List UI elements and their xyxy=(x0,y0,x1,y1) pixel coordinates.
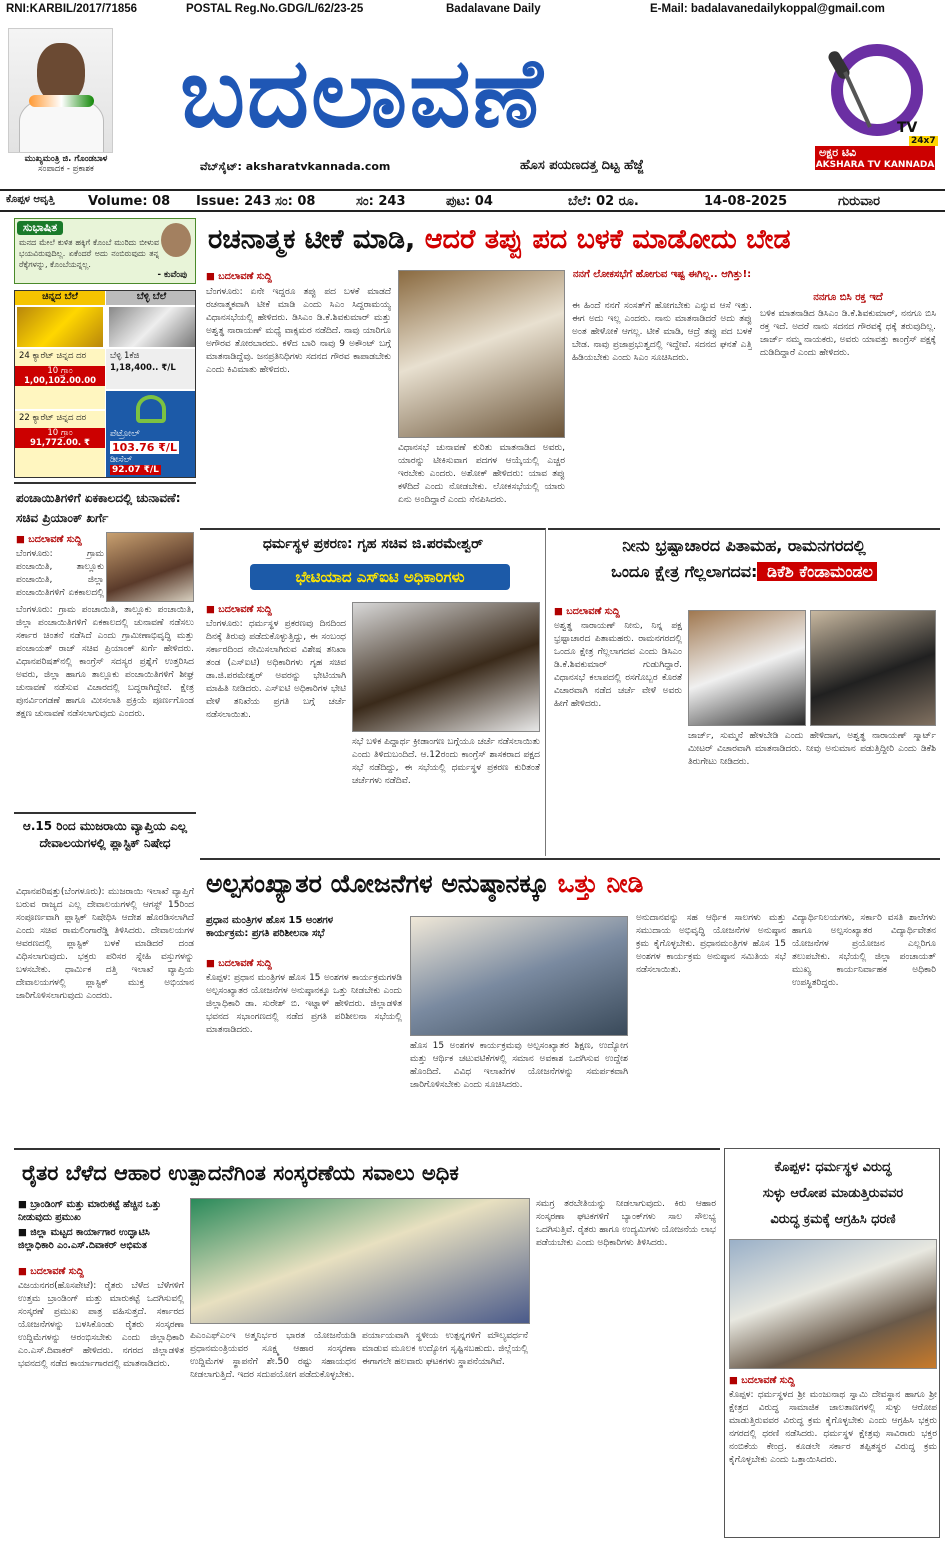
lead-subhead-1: ನನಗೆ ಲೋಕಸಭೆಗೆ ಹೋಗುವ ಇಷ್ಟ ಈಗಿಲ್ಲ.. ಆಗಿತ್ತು!: xyxy=(572,269,752,280)
tv-247-badge: 24x7 xyxy=(911,136,936,146)
protest-text: ಕೊಪ್ಪಳ: ಧರ್ಮಸ್ಥಳದ ಶ್ರೀ ಮಂಜುನಾಥ ಸ್ವಾಮಿ ದೇವಸ್ಥಾನ ಹಾಗೂ ಶ್ರೀ ಕ್ಷೇತ್ರದ ವಿರುದ್ಧ ಸಾಮಾಜಿಕ ಜಾಲತಾಣಗಳಲ್ಲಿ ಸುಳ್ಳು ಆರೋಪ ಮಾಡುತ್ತಿರುವವರ ವಿರುದ್ಧ ಕ್ರಮ ಕೈಗೊಳ್ಳಬೇಕು ಎಂದು ಆಗ್ರಹಿಸಿ ಭಕ್ತರು ನಗರದಲ್ಲಿ ಧರಣಿ ನಡೆಸಿದರು. ಧರ್ಮಸ್ಥಳ ಕ್ಷೇತ್ರವು ಸಾವಿರಾರು ಭಕ್ತರ ನಂಬಿಕೆಯ ಕೇಂದ್ರ. ಕೂಡಲೇ ಸರ್ಕಾರ ತಪ್ಪಿತಸ್ಥರ ವಿರುದ್ಧ ಕ್ರಮ ಕೈಗೊಳ್ಳಬೇಕು ಎಂದು ಒತ್ತಾಯಿಸಿದರು. xyxy=(729,1390,937,1465)
protest-headline-1: ಕೊಪ್ಪಳ: ಧರ್ಮಸ್ಥಳ ವಿರುದ್ಧ xyxy=(774,1160,892,1175)
farmers-bullet-1: ■ ಬ್ರಾಂಡಿಂಗ್ ಮತ್ತು ಮಾರುಕಟ್ಟೆ ಹೆಚ್ಚಿನ ಒತ್ತು ನೀಡುವುದು ಪ್ರಮುಖ xyxy=(18,1199,162,1223)
subhashita-text: ಮನದ ಮೇಲೆ ಕುಳಿತ ಹಕ್ಕಿಗೆ ಕೊಂಬೆ ಮುರಿದು ಬೀಳುವ ಭಯವಿರುವುದಿಲ್ಲ. ಏಕೆಂದರೆ ಅದು ನಂಬಿರುವುದು ತನ್ನ ರೆಕ್ಕೆಗಳನ್ನು, ಕೊಂಬೆಯನ್ನಲ್ಲ. xyxy=(19,238,159,269)
dks-headline-1: ನೀನು ಭ್ರಷ್ಟಾಚಾರದ ಪಿತಾಮಹ, ರಾಮನಗರದಲ್ಲಿ xyxy=(622,536,866,555)
farmers-bullet-2: ■ ಜಿಲ್ಲಾ ಮಟ್ಟದ ಕಾರ್ಯಾಗಾರ ಉದ್ಘಾಟಿಸಿ ಜಿಲ್ಲಾಧಿಕಾರಿ ಎಂ.ಎಸ್.ದಿವಾಕರ್ ಅಭಿಮತ xyxy=(18,1227,150,1251)
parameshwar-photo xyxy=(352,602,540,732)
kuvempu-portrait xyxy=(161,223,191,257)
diesel-value: 92.07 ₹/L xyxy=(112,465,159,475)
dharmasthala-sit-story xyxy=(200,528,546,856)
lead-col3: ಈ ಹಿಂದೆ ನನಗೆ ಸಂಸತ್‌ಗೆ ಹೋಗಬೇಕು ಎನ್ನುವ ಆಸೆ ಇತ್ತು. ಈಗ ಅದು ಇಲ್ಲ ಎಂದರು. ನಾನು ಮಾತನಾಡಿದರೆ ಅದು ತಪ್ಪು ಅಂತ ಹೇಳೋಕೆ ಆಗಲ್ಲ. ಟೀಕೆ ಮಾಡಿ, ಆದ್ರೆ ತಪ್ಪು ಪದ ಬಳಕೆ ಬೇಡ. ನಾವು ಪ್ರಜಾಪ್ರಭುತ್ವದಲ್ಲಿ ಇದ್ದೇವೆ. ಸದನದ ಘನತೆ ಎತ್ತಿ ಹಿಡಿಯಬೇಕು ಎಂದು ಸಿಎಂ ಸೂಚಿಸಿದರು. xyxy=(572,301,752,363)
fuel-nozzle-icon xyxy=(136,395,166,423)
dks-headline-2: ಒಂದೂ ಕ್ಷೇತ್ರ ಗೆಲ್ಲಲಾಗದವ: xyxy=(611,562,758,581)
dk-shivakumar-photo xyxy=(810,610,936,726)
gold22-label: 22 ಕ್ಯಾರೆಟ್ ಚಿನ್ನದ ದರ xyxy=(19,413,87,423)
lead-byline: ■ ಬದಲಾವಣೆ ಸುದ್ದಿ xyxy=(206,271,272,282)
page-count: ಪುಟ: 04 xyxy=(446,194,493,209)
lead-col4: ಬಳಿಕ ಮಾತನಾಡಿದ ಡಿಸಿಎಂ ಡಿ.ಕೆ.ಶಿವಕುಮಾರ್, ನನಗೂ ಬಿಸಿ ರಕ್ತ ಇದೆ. ಅದರೆ ನಾನು ಸದನದ ಗೌರವಕ್ಕೆ ಧಕ್ಕೆ ತರುವುದಿಲ್ಲ. ಜಾರ್ಜ್ ನಮ್ಮ ನಾಯಕರು, ಅವರು ಯಾವತ್ತು ಕಾಂಗ್ರೆಸ್ ಪಕ್ಷಕ್ಕೆ ದುಡಿದಿದ್ದಾರೆ ಎಂದು ಹೇಳಿದರು. xyxy=(760,309,936,358)
gold24-value: 1,00,102.00.00 xyxy=(15,376,105,386)
petrol-value: 103.76 ₹/L xyxy=(112,441,177,454)
panchayat-story xyxy=(14,482,196,812)
farmers-text-2: ಪಿಎಂಎಫ್‌ಎಂಇ ಅತ್ಮನಿರ್ಭರ ಭಾರತ ಯೋಜನೆಯಡಿ ಪ್ರಧಾನಮಂತ್ರಿಯವರ ಸೂಕ್ಷ್ಮ ಆಹಾರ ಸಂಸ್ಕರಣಾ ಉದ್ದಿಮೆಗಳ ಸ್ಥಾಪನೆಗೆ ಶೇ.50 ರಷ್ಟು ಸಹಾಯಧನ ನೀಡಲಾಗುತ್ತಿದೆ. ಇದರ ಸದುಪಯೋಗ ಪಡೆದುಕೊಳ್ಳಬೇಕು. xyxy=(190,1331,356,1380)
svg-text:TV: TV xyxy=(897,120,918,136)
subhashita-author: - ಕುವೆಂಪು xyxy=(157,270,187,280)
paper-name-en: Badalavane Daily xyxy=(446,3,541,15)
samputa: ಸಂ: 08 xyxy=(275,194,316,209)
panchayat-photo xyxy=(106,532,194,602)
protest-byline: ■ ಬದಲಾವಣೆ ಸುದ್ದಿ xyxy=(729,1375,795,1386)
petrol-label: ಪೆಟ್ರೋಲ್ xyxy=(110,429,140,439)
dharmasthala-headline-1: ಧರ್ಮಸ್ಥಳ ಪ್ರಕರಣ: ಗೃಹ ಸಚಿವ ಜಿ.ಪರಮೇಶ್ವರ್ xyxy=(262,536,484,552)
lead-headline xyxy=(208,216,791,264)
dharmasthala-text-2: ಸಭೆ ಬಳಿಕ ಪಿದ್ದಾರ್ಥ ಕ್ರೀಡಾಂಗಣ ಬಗ್ಗೆಯೂ ಚರ್ಚೆ ನಡೆಸಲಾಯಿತು ಎಂದು ತಿಳಿದುಬಂದಿದೆ. ಆ.12ರಂದು ಕಾಂಗ್ರೆಸ್ ಶಾಸಕರಾದ ಪಕ್ಷದ ಸಭೆ ನಡೆದಿದ್ದು, ಈ ಸಭೆಯಲ್ಲಿ ಧರ್ಮಸ್ಥಳ ಪ್ರಕರಣ ಕುರಿತಂತೆ ಚರ್ಚೆಗಳು ನಡೆದಿವೆ. xyxy=(352,737,540,786)
gold24-label: 24 ಕ್ಯಾರೆಟ್ ಚಿನ್ನದ ದರ xyxy=(19,351,87,361)
gold22-value: 91,772.00. ₹ xyxy=(15,438,105,448)
minority-byline: ■ ಬದಲಾವಣೆ ಸುದ್ದಿ xyxy=(206,958,272,969)
portrait-caption: ಮುಖ್ಯಮಂತ್ರಿ ಜಿ. ಗೊಂಡಬಾಳ xyxy=(24,154,108,164)
dharmasthala-byline: ■ ಬದಲಾವಣೆ ಸುದ್ದಿ xyxy=(206,604,272,615)
lead-col1: ಬೆಂಗಳೂರು: ಏನೇ ಇದ್ದರೂ ತಪ್ಪು ಪದ ಬಳಕೆ ಮಾಡದೆ ರಚನಾತ್ಮಕವಾಗಿ ಟೀಕೆ ಮಾಡಿ ಎಂದು ಸಿಎಂ ಸಿದ್ದರಾಮಯ್ಯ ವಿಧಾನಸಭೆಯಲ್ಲಿ ಹೇಳಿದರು. ಡಿಸಿಎಂ ಡಿ.ಕೆ.ಶಿವಕುಮಾರ್ ಮತ್ತು ಅಶ್ವತ್ಥ ನಾರಾಯಣ್ ಮಧ್ಯೆ ವಾಕ್ಸಮರ ನಡೆದಿದೆ. ನಾವು ಯಾರಿಗೂ ಅಗೌರವ ತೋರಬಾರದು. ಕಳೆದ ಬಾರಿ ನಾವು 9 ಅಕೌಂಟ್ ಬಗ್ಗೆ ಮಾತನಾಡಿದ್ದೆವು. ಜನಪ್ರತಿನಿಧಿಗಳು ಸದನದ ಗೌರವ ಕಾಪಾಡಬೇಕು ಎಂದು ಕಿವಿಮಾತು ಹೇಳಿದರು. xyxy=(206,287,391,375)
workshop-inauguration-photo xyxy=(190,1198,530,1324)
minority-text-4: ವಿದ್ಯಾರ್ಥಿನಿಲಯಗಳು, ಸರ್ಕಾರಿ ವಸತಿ ಶಾಲೆಗಳು ಹಾಗೂ ಅಲ್ಪಸಂಖ್ಯಾತರ ವಿದ್ಯಾರ್ಥಿವೇತನ ಯೋಜನೆಗಳ ಪ್ರಯೋಜನ ಎಲ್ಲರಿಗೂ ತಲುಪಬೇಕು. ಸಭೆಯಲ್ಲಿ ಜಿಲ್ಲಾ ಪಂಚಾಯತ್ ಮುಖ್ಯ ಕಾರ್ಯನಿರ್ವಾಹಕ ಅಧಿಕಾರಿ ಉಪಸ್ಥಿತರಿದ್ದರು. xyxy=(792,913,936,988)
minority-headline-part2: ಒತ್ತು ನೀಡಿ xyxy=(548,869,644,898)
tv-name-en: AKSHARA TV KANNADA xyxy=(815,160,935,170)
email[interactable]: E-Mail: badalavanedailykoppal@gmail.com xyxy=(650,3,885,15)
edition: ಕೊಪ್ಪಳ ಆವೃತ್ತಿ xyxy=(6,194,55,205)
dharmasthala-headline-2: ಭೇಟಿಯಾದ ಎಸ್‌ಐಟಿ ಅಧಿಕಾರಿಗಳು xyxy=(250,564,510,590)
lead-photo-cm xyxy=(398,270,565,438)
minority-schemes-story xyxy=(200,858,940,1146)
postal-reg: POSTAL Reg.No.GDG/L/62/23-25 xyxy=(186,3,364,15)
tv-logo-graphic xyxy=(815,32,935,142)
gold-bars-icon xyxy=(17,307,103,347)
top-bar xyxy=(0,0,945,20)
panchayat-text-cont: ಬೆಂಗಳೂರು: ಗ್ರಾಮ ಪಂಚಾಯಿತಿ, ತಾಲ್ಲೂಕು ಪಂಚಾಯಿತಿ, ಜಿಲ್ಲಾ ಪಂಚಾಯಿತಿಗಳಿಗೆ ಏಕಕಾಲದಲ್ಲಿ ಚುನಾವಣೆ ನಡೆಸಲು ಸರ್ಕಾರ ಚಿಂತನೆ ನಡೆಸಿದೆ ಎಂದು ಗ್ರಾಮೀಣಾಭಿವೃದ್ಧಿ ಮತ್ತು ಪಂಚಾಯತ್ ರಾಜ್ ಸಚಿವ ಪ್ರಿಯಾಂಕ್ ಖರ್ಗೆ ಹೇಳಿದರು. ವಿಧಾನಪರಿಷತ್‌ನಲ್ಲಿ ಕಾಂಗ್ರೆಸ್ ಸದಸ್ಯರ ಪ್ರಶ್ನೆಗೆ ಉತ್ತರಿಸಿದ ಅವರು, ಜಿಲ್ಲಾ ಹಾಗೂ ತಾಲ್ಲೂಕು ಪಂಚಾಯಿತಿಗಳಿಗೆ ಶೀಘ್ರ ಚುನಾವಣೆ ನಡೆಸುವ ವಿಚಾರದಲ್ಲಿ ಬದ್ಧರಾಗಿದ್ದೇವೆ. ಕ್ಷೇತ್ರ ಪುನರ್ವಿಂಗಡಣೆ ಹಾಗೂ ಮೀಸಲಾತಿ ಪ್ರಕ್ರಿಯೆ ಪೂರ್ಣಗೊಂಡ ತಕ್ಷಣ ಚುನಾವಣೆ ನಡೆಸಲಾಗುವುದು ಎಂದರು. xyxy=(16,605,194,719)
sanchike: ಸಂ: 243 xyxy=(356,194,406,209)
rates-box xyxy=(14,290,196,478)
dks-story xyxy=(548,528,940,856)
price: ಬೆಲೆ: 02 ರೂ. xyxy=(568,194,639,209)
farmers-text-3: ಪರ್ಯಾಯವಾಗಿ ಸ್ಥಳೀಯ ಉತ್ಪನ್ನಗಳಿಗೆ ಮೌಲ್ಯವರ್ಧನೆ ಮಾಡುವ ಮೂಲಕ ಉದ್ಯೋಗ ಸೃಷ್ಟಿಸಬಹುದು. ಜಿಲ್ಲೆಯಲ್ಲಿ ಈಗಾಗಲೇ ಹಲವಾರು ಘಟಕಗಳು ಸ್ಥಾಪನೆಯಾಗಿವೆ. xyxy=(362,1331,528,1367)
minority-headline xyxy=(206,862,643,906)
minority-text-3: ಅನುದಾನವನ್ನು ಸಹ ಆರ್ಥಿಕ ಸಾಲಗಳು ಮತ್ತು ಸಮುದಾಯ ಅಭಿವೃದ್ಧಿ ಯೋಜನೆಗಳ ಅನುಷ್ಠಾನ ಕ್ರಮ ಕೈಗೊಳ್ಳಬೇಕು. ಪ್ರಧಾನಮಂತ್ರಿಗಳ ಹೊಸ 15 ಅಂಶಗಳ ಕಾರ್ಯಕ್ರಮ ಅನುಷ್ಠಾನ ಸಮಿತಿಯ ಸಭೆ ನಡೆಸಲಾಯಿತು. xyxy=(636,913,786,975)
protest-headline-3: ವಿರುದ್ಧ ಕ್ರಮಕ್ಕೆ ಆಗ್ರಹಿಸಿ ಧರಣಿ xyxy=(770,1212,896,1227)
panchayat-text: ಬೆಂಗಳೂರು: ಗ್ರಾಮ ಪಂಚಾಯಿತಿ, ತಾಲ್ಲೂಕು ಪಂಚಾಯಿತಿ, ಜಿಲ್ಲಾ ಪಂಚಾಯಿತಿಗಳಿಗೆ ಏಕಕಾಲದಲ್ಲಿ xyxy=(16,549,104,598)
portrait-role: ಸಂಪಾದಕ - ಪ್ರಕಾಶಕ xyxy=(38,164,94,174)
minority-headline-part1: ಅಲ್ಪಸಂಖ್ಯಾತರ ಯೋಜನೆಗಳ ಅನುಷ್ಠಾನಕ್ಕೂ xyxy=(206,869,549,898)
food-processing-story xyxy=(14,1148,720,1538)
dks-headline-3: ಡಿಕೆಶಿ ಕೆಂಡಾಮಂಡಲ xyxy=(757,562,876,581)
akshara-tv-logo xyxy=(815,32,935,172)
plastic-headline: ಆ.15 ರಿಂದ ಮುಜರಾಯಿ ವ್ಯಾಪ್ತಿಯ ಎಲ್ಲ ದೇವಾಲಯಗಳಲ್ಲಿ ಪ್ಲಾಸ್ಟಿಕ್ ನಿಷೇಧ xyxy=(22,819,188,850)
website[interactable]: ವೆಬ್‌ಸೈಟ್: aksharatvkannada.com xyxy=(200,160,391,173)
volume: Volume: 08 xyxy=(88,194,171,209)
tv-name-kn: ಅಕ್ಷರ ಟಿವಿ xyxy=(815,146,935,160)
panchayat-headline: ಪಂಚಾಯಿತಿಗಳಿಗೆ ಏಕಕಾಲದಲ್ಲಿ ಚುನಾವಣೆ: ಸಚಿವ ಪ್ರಿಯಾಂಕ್ ಖರ್ಗೆ xyxy=(16,491,181,525)
lead-col2: ವಿಧಾನಸಭೆ ಚುನಾವಣೆ ಕುರಿತು ಮಾತನಾಡಿದ ಅವರು, ಯಾರನ್ನು ಟೀಕಿಸುವಾಗ ಪದಗಳ ಆಯ್ಕೆಯಲ್ಲಿ ಎಚ್ಚರ ಇರಬೇಕು ಎಂದರು. ಅಶೋಕ್ ಹೇಳಿದರು: ಯಾವ ತಪ್ಪು ಕಳೆದಿದೆ ಎಂದು ನೋಡಬೇಕು. ಲೋಕಸಭೆಯಲ್ಲಿ ಯಾರು ಏನು ಅಂದಿದ್ದಾರೆ ಎಂದು ನೆನಪಿಸಿದರು. xyxy=(398,443,565,505)
silver-rate-title: ಬೆಳ್ಳಿ ಬೆಲೆ xyxy=(106,291,196,305)
minority-text: ಕೊಪ್ಪಳ: ಪ್ರಧಾನ ಮಂತ್ರಿಗಳ ಹೊಸ 15 ಅಂಶಗಳ ಕಾರ್ಯಕ್ರಮಗಳಡಿ ಅಲ್ಪಸಂಖ್ಯಾತರ ಯೋಜನೆಗಳ ಅನುಷ್ಠಾನಕ್ಕೂ ಒತ್ತು ನೀಡಬೇಕು ಎಂದು ಜಿಲ್ಲಾಧಿಕಾರಿ ಡಾ. ಸುರೇಶ್ ಬಿ. ಇಟ್ನಾಳ್ ಹೇಳಿದರು. ಜಿಲ್ಲಾಡಳಿತ ಭವನದ ಸಭಾಂಗಣದಲ್ಲಿ ನಡೆದ ಪ್ರಗತಿ ಪರಿಶೀಲನಾ ಸಭೆಯಲ್ಲಿ ಮಾತನಾಡಿದರು. xyxy=(206,973,402,1035)
dks-text: ಅಶ್ವತ್ಥ ನಾರಾಯಣ್ ನೀನು, ನಿನ್ನ ಪಕ್ಷ ಭ್ರಷ್ಟಾಚಾರದ ಪಿತಾಮಹರು. ರಾಮನಗರದಲ್ಲಿ ಒಂದೂ ಕ್ಷೇತ್ರ ಗೆಲ್ಲಲಾಗದವ ಎಂದು ಡಿಸಿಎಂ ಡಿ.ಕೆ.ಶಿವಕುಮಾರ್ ಗುಡುಗಿದ್ದಾರೆ. ವಿಧಾನಸಭೆ ಕಲಾಪದಲ್ಲಿ ರಸಗೊಬ್ಬರ ಕೊರತೆ ವಿಚಾರವಾಗಿ ನಡೆದ ಚರ್ಚೆ ವೇಳೆ ಅವರು ಹೀಗೆ ಹೇಳಿದರು. xyxy=(554,621,682,709)
protest-photo xyxy=(729,1239,937,1369)
minority-text-2: ಹೊಸ 15 ಅಂಶಗಳ ಕಾರ್ಯಕ್ರಮವು ಅಲ್ಪಸಂಖ್ಯಾತರ ಶಿಕ್ಷಣ, ಉದ್ಯೋಗ ಮತ್ತು ಆರ್ಥಿಕ ಚಟುವಟಿಕೆಗಳಲ್ಲಿ ಸಮಾನ ಅವಕಾಶ ಒದಗಿಸುವ ಉದ್ದೇಶ ಹೊಂದಿದೆ. ವಿವಿಧ ಇಲಾಖೆಗಳ ಯೋಜನೆಗಳನ್ನು ಸಮರ್ಪಕವಾಗಿ ಜಾರಿಗೊಳಿಸಬೇಕು ಎಂದು ಸೂಚಿಸಿದರು. xyxy=(410,1041,628,1090)
lead-subhead-2: ನನಗೂ ಬಿಸಿ ರಕ್ತ ಇದೆ xyxy=(813,292,883,303)
plastic-ban-story xyxy=(14,812,196,1144)
lead-headline-part1: ರಚನಾತ್ಮಕ ಟೀಕೆ ಮಾಡಿ, xyxy=(208,224,416,255)
minority-subhead: ಪ್ರಧಾನ ಮಂತ್ರಿಗಳ ಹೊಸ 15 ಅಂಶಗಳ ಕಾರ್ಯಕ್ರಮ: ಪ್ರಗತಿ ಪರಿಶೀಲನಾ ಸಭೆ xyxy=(206,915,334,939)
dks-headline-row2 xyxy=(558,560,930,584)
tagline: ಹೊಸ ಪಯಣದತ್ತ ದಿಟ್ಟ ಹೆಜ್ಜೆ xyxy=(520,158,644,173)
masthead-title: ಬದಲಾವಣೆ xyxy=(180,37,545,149)
subhashita-box xyxy=(14,218,196,284)
koppal-protest-story xyxy=(724,1148,940,1538)
diesel-label: ಡೀಸೆಲ್ xyxy=(110,455,133,465)
farmers-byline: ■ ಬದಲಾವಣೆ ಸುದ್ದಿ xyxy=(18,1266,84,1277)
rni-number: RNI:KARBIL/2017/71856 xyxy=(6,3,138,15)
silver-value: 1,18,400.. ₹/L xyxy=(110,363,176,373)
date: 14-08-2025 xyxy=(704,194,788,209)
dks-text-2: ಜಾರ್ಜ್, ಸುಮ್ಮನೆ ಹೇಳಬೇಡಿ ಎಂದು ಹೇಳಿದಾಗ, ಅಶ್ವತ್ಥ ನಾರಾಯಣ್ ಸ್ಮಾರ್ಟ್ ಮೀಟರ್ ವಿಚಾರವಾಗಿ ಮಾತನಾಡಿದರು. ನೀವು ಅನುಮಾನ ಪಡುತ್ತಿದ್ದೀರಿ ಎಂದು ಡಿಕೆಶಿ ತಿರುಗೇಟು ನೀಡಿದರು. xyxy=(688,731,936,767)
dks-byline: ■ ಬದಲಾವಣೆ ಸುದ್ದಿ xyxy=(554,606,620,617)
subhashita-title: ಸುಭಾಷಿತ xyxy=(17,221,63,235)
review-meeting-photo xyxy=(410,916,628,1036)
gold22-unit: 10 ಗ್ರಾಂ xyxy=(15,428,105,438)
panchayat-byline: ■ ಬದಲಾವಣೆ ಸುದ್ದಿ xyxy=(16,534,82,545)
silver-bars-icon xyxy=(109,307,195,347)
plastic-text: ವಿಧಾನಪರಿಷತ್ತು(ಬೆಂಗಳೂರು): ಮುಜರಾಯಿ ಇಲಾಖೆ ವ್ಯಾಪ್ತಿಗೆ ಬರುವ ರಾಜ್ಯದ ಎಲ್ಲ ದೇವಾಲಯಗಳಲ್ಲಿ ಆಗಸ್ಟ್ 15ರಿಂದ ಸಂಪೂರ್ಣವಾಗಿ ಪ್ಲಾಸ್ಟಿಕ್ ನಿಷೇಧಿಸಿ ಆದೇಶ ಹೊರಡಿಸಲಾಗಿದೆ ಎಂದು ಸಚಿವ ರಾಮಲಿಂಗಾರೆಡ್ಡಿ ತಿಳಿಸಿದರು. ದೇವಾಲಯಗಳ ಆವರಣದಲ್ಲಿ ಪ್ಲಾಸ್ಟಿಕ್ ಬಳಕೆ ಮಾಡಿದರೆ ದಂಡ ವಿಧಿಸಲಾಗುವುದು. ಭಕ್ತರು ಪರಿಸರ ಸ್ನೇಹಿ ವಸ್ತುಗಳನ್ನು ಬಳಸಬೇಕು. ಧಾರ್ಮಿಕ ದತ್ತಿ ಇಲಾಖೆ ವ್ಯಾಪ್ತಿಯ ದೇವಾಲಯಗಳಲ್ಲಿ ಪ್ಲಾಸ್ಟಿಕ್ ಮುಕ್ತ ಅಭಿಯಾನ ಜಾರಿಗೊಳಿಸಲಾಗುವುದು ಎಂದರು. xyxy=(16,887,194,1001)
farmers-text: ವಿಜಯನಗರ(ಹೊಸಪೇಟೆ): ರೈತರು ಬೆಳೆದ ಬೆಳೆಗಳಿಗೆ ಉತ್ತಮ ಬ್ರಾಂಡಿಂಗ್ ಮತ್ತು ಮಾರುಕಟ್ಟೆ ಒದಗಿಸುವಲ್ಲಿ ಸಂಸ್ಕರಣೆ ಪ್ರಮುಖ ಪಾತ್ರ ವಹಿಸುತ್ತದೆ. ಸರ್ಕಾರದ ಯೋಜನೆಗಳನ್ನು ಬಳಸಿಕೊಂಡು ರೈತರು ಸಂಸ್ಕರಣಾ ಉದ್ದಿಮೆಗಳನ್ನು ಆರಂಭಿಸಬೇಕು ಎಂದು ಜಿಲ್ಲಾಧಿಕಾರಿ ಎಂ.ಎಸ್.ದಿವಾಕರ್ ಹೇಳಿದರು. ನಗರದ ಜಿಲ್ಲಾಡಳಿತ ಭವನದಲ್ಲಿ ನಡೆದ ಕಾರ್ಯಾಗಾರದಲ್ಲಿ ಮಾತನಾಡಿದರು. xyxy=(18,1281,184,1369)
issue: Issue: 243 xyxy=(196,194,272,209)
masthead xyxy=(0,20,945,182)
issue-info-bar xyxy=(0,189,945,212)
weekday: ಗುರುವಾರ xyxy=(838,194,880,209)
farmers-text-4: ಸಮಗ್ರ ತರಬೇತಿಯನ್ನು ನೀಡಲಾಗುವುದು. ಕಿರು ಆಹಾರ ಸಂಸ್ಕರಣಾ ಘಟಕಗಳಿಗೆ ಬ್ಯಾಂಕ್‌ಗಳು ಸಾಲ ಸೌಲಭ್ಯ ಒದಗಿಸುತ್ತಿವೆ. ರೈತರು ಹಾಗೂ ಉದ್ಯಮಿಗಳು ಯೋಜನೆಯ ಲಾಭ ಪಡೆಯಬೇಕು ಎಂದು ಅಧಿಕಾರಿಗಳು ತಿಳಿಸಿದರು. xyxy=(536,1199,716,1248)
protest-headline-2: ಸುಳ್ಳು ಆರೋಪ ಮಾಡುತ್ತಿರುವವರ xyxy=(762,1186,904,1201)
dharmasthala-text: ಬೆಂಗಳೂರು: ಧರ್ಮಸ್ಥಳ ಪ್ರಕರಣವು ದಿನದಿಂದ ದಿನಕ್ಕೆ ತಿರುವು ಪಡೆದುಕೊಳ್ಳುತ್ತಿದ್ದು, ಈ ಸಂಬಂಧ ಸರ್ಕಾರದಿಂದ ನೇಮಿಸಲಾಗಿರುವ ವಿಶೇಷ ತನಿಖಾ ತಂಡ (ಎಸ್‌ಐಟಿ) ಅಧಿಕಾರಿಗಳು ಗೃಹ ಸಚಿವ ಡಾ.ಜಿ.ಪರಮೇಶ್ವರ್ ಅವರನ್ನು ಭೇಟಿಯಾಗಿ ಮಾಹಿತಿ ನೀಡಿದರು. ಎಸ್‌ಐಟಿ ಅಧಿಕಾರಿಗಳ ಭೇಟಿ ವೇಳೆ ತನಿಖೆಯ ಪ್ರಗತಿ ಬಗ್ಗೆ ಚರ್ಚೆ ನಡೆಸಲಾಯಿತು. xyxy=(206,619,346,720)
lead-headline-part2: ಆದರೆ ತಪ್ಪು ಪದ ಬಳಕೆ ಮಾಡೋದು ಬೇಡ xyxy=(415,224,791,255)
gold-rate-title: ಚಿನ್ನದ ಬೆಲೆ xyxy=(15,291,105,305)
farmers-headline: ರೈತರ ಬೆಳೆದ ಆಹಾರ ಉತ್ಪಾದನೆಗಿಂತ ಸಂಸ್ಕರಣೆಯ ಸವಾಲು ಅಧಿಕ xyxy=(22,1161,459,1185)
editor-portrait xyxy=(8,28,113,153)
ashwath-narayan-photo xyxy=(688,610,806,726)
silver-unit: ಬೆಳ್ಳಿ 1ಕೆಜಿ xyxy=(110,351,140,361)
gold24-unit: 10 ಗ್ರಾಂ xyxy=(15,366,105,376)
lead-story xyxy=(200,216,940,524)
